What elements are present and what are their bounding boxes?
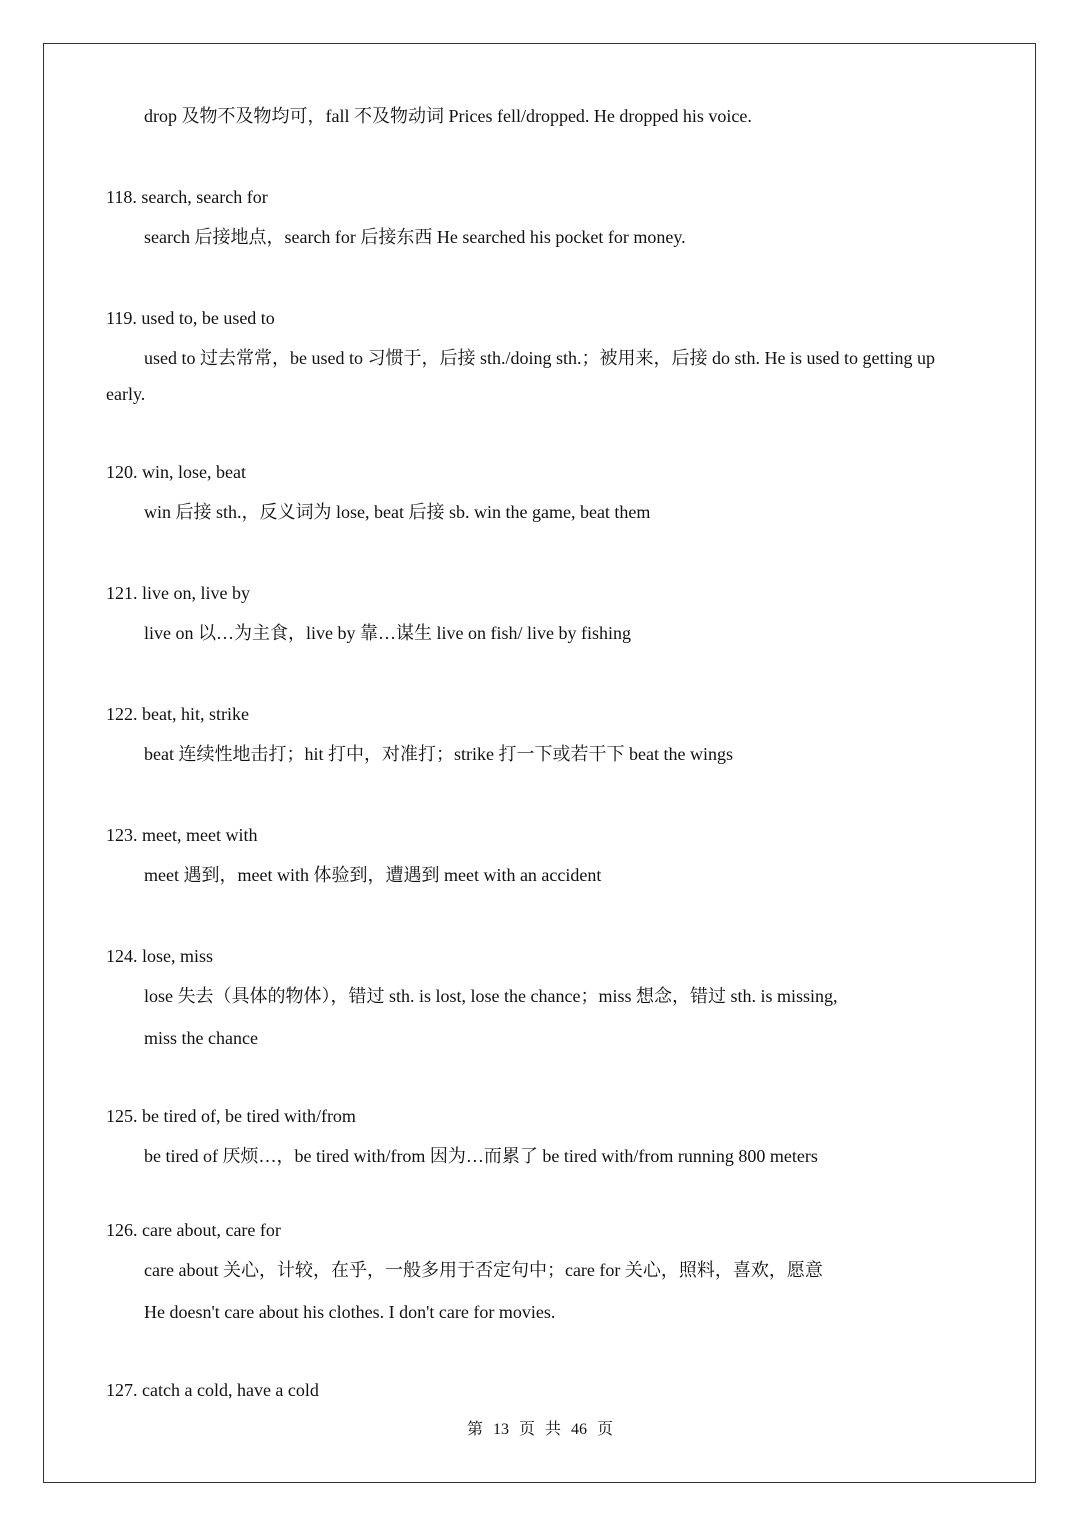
entry-125-explanation: be tired of 厌烦…，be tired with/from 因为…而累了 be tired with/from running 800 meters: [144, 1146, 818, 1166]
entry-118-heading: 118. search, search for: [106, 187, 268, 207]
entry-120-heading: 120. win, lose, beat: [106, 462, 246, 482]
entry-119-explanation: used to 过去常常，be used to 习惯于，后接 sth./doing sth.；被用来，后接 do sth. He is used to getting up early.: [106, 348, 935, 404]
entry-127-heading: 127. catch a cold, have a cold: [106, 1380, 319, 1400]
entry-117-explanation: drop 及物不及物均可，fall 不及物动词 Prices fell/dropped. He dropped his voice.: [144, 106, 752, 126]
entry-124-heading: 124. lose, miss: [106, 946, 214, 966]
entry-126-explanation: care about 关心，计较，在乎，一般多用于否定句中；care for 关心，照料，喜欢，愿意: [144, 1260, 823, 1280]
entry-122-heading: 122. beat, hit, strike: [106, 704, 249, 724]
entry-121-explanation: live on 以…为主食，live by 靠…谋生 live on fish/ live by fishing: [144, 623, 631, 643]
entry-123-explanation: meet 遇到，meet with 体验到，遭遇到 meet with an accident: [144, 865, 602, 885]
entry-119-heading: 119. used to, be used to: [106, 308, 275, 328]
entry-124-explanation-cont: miss the chance: [144, 1028, 258, 1048]
entry-122-explanation: beat 连续性地击打；hit 打中，对准打；strike 打一下或若干下 beat the wings: [144, 744, 733, 764]
entry-123-heading: 123. meet, meet with: [106, 825, 258, 845]
entry-120-explanation: win 后接 sth.，反义词为 lose, beat 后接 sb. win the game, beat them: [144, 502, 651, 522]
entry-121-heading: 121. live on, live by: [106, 583, 250, 603]
entry-126-heading: 126. care about, care for: [106, 1220, 281, 1240]
page-number-footer: 第 13 页 共 46 页: [466, 1421, 613, 1438]
entry-124-explanation: lose 失去（具体的物体），错过 sth. is lost, lose the chance；miss 想念，错过 sth. is missing,: [144, 986, 838, 1006]
entry-126-example: He doesn't care about his clothes. I don't care for movies.: [144, 1302, 556, 1322]
entry-118-explanation: search 后接地点，search for 后接东西 He searched his pocket for money.: [144, 227, 686, 247]
entry-125-heading: 125. be tired of, be tired with/from: [106, 1106, 356, 1126]
